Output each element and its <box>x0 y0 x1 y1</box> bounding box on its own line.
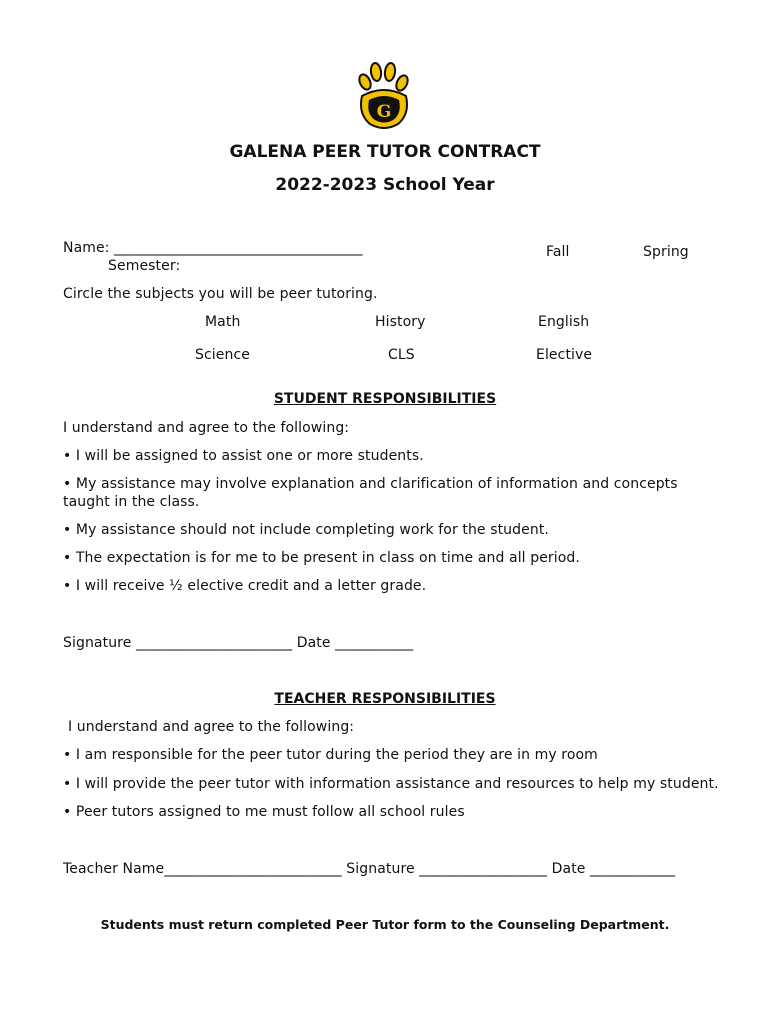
student-responsibilities-heading: STUDENT RESPONSIBILITIES <box>273 391 497 407</box>
teacher-intro: I understand and agree to the following: <box>68 719 355 735</box>
subject-option-english[interactable]: English <box>538 314 590 330</box>
subject-option-history[interactable]: History <box>375 314 426 330</box>
student-item: • I will receive ½ elective credit and a letter grade. <box>63 578 427 594</box>
semester-label: Semester: <box>108 258 181 274</box>
subjects-prompt: Circle the subjects you will be peer tutoring. <box>63 286 378 302</box>
document-title: GALENA PEER TUTOR CONTRACT <box>229 142 541 162</box>
student-item: • My assistance should not include completing work for the student. <box>63 522 549 538</box>
semester-option-fall[interactable]: Fall <box>546 244 570 260</box>
teacher-name-signature-date-field[interactable]: Teacher Name_________________________ Signature __________________ Date ____________ <box>63 861 676 877</box>
subject-option-science[interactable]: Science <box>195 347 250 363</box>
name-field[interactable]: Name: ___________________________________ <box>63 240 363 256</box>
footer-note: Students must return completed Peer Tutor form to the Counseling Department. <box>100 917 670 932</box>
teacher-item: • I will provide the peer tutor with information assistance and resources to help my student. <box>63 776 719 792</box>
semester-option-spring[interactable]: Spring <box>643 244 689 260</box>
student-signature-date-field[interactable]: Signature ______________________ Date ___________ <box>63 635 414 651</box>
teacher-item: • I am responsible for the peer tutor during the period they are in my room <box>63 747 598 763</box>
school-year: 2022-2023 School Year <box>275 175 495 195</box>
student-item: • The expectation is for me to be present in class on time and all period. <box>63 550 580 566</box>
student-item: • I will be assigned to assist one or more students. <box>63 448 424 464</box>
student-item: • My assistance may involve explanation and clarification of information and concepts <box>63 476 678 492</box>
svg-text:G: G <box>376 102 392 122</box>
teacher-responsibilities-heading: TEACHER RESPONSIBILITIES <box>274 691 496 707</box>
teacher-item: • Peer tutors assigned to me must follow all school rules <box>63 804 465 820</box>
student-intro: I understand and agree to the following: <box>63 420 350 436</box>
subject-option-cls[interactable]: CLS <box>388 347 415 363</box>
subject-option-math[interactable]: Math <box>205 314 241 330</box>
bear-paw-logo-icon <box>356 62 412 132</box>
student-item-continued: taught in the class. <box>63 494 200 510</box>
subject-option-elective[interactable]: Elective <box>536 347 593 363</box>
